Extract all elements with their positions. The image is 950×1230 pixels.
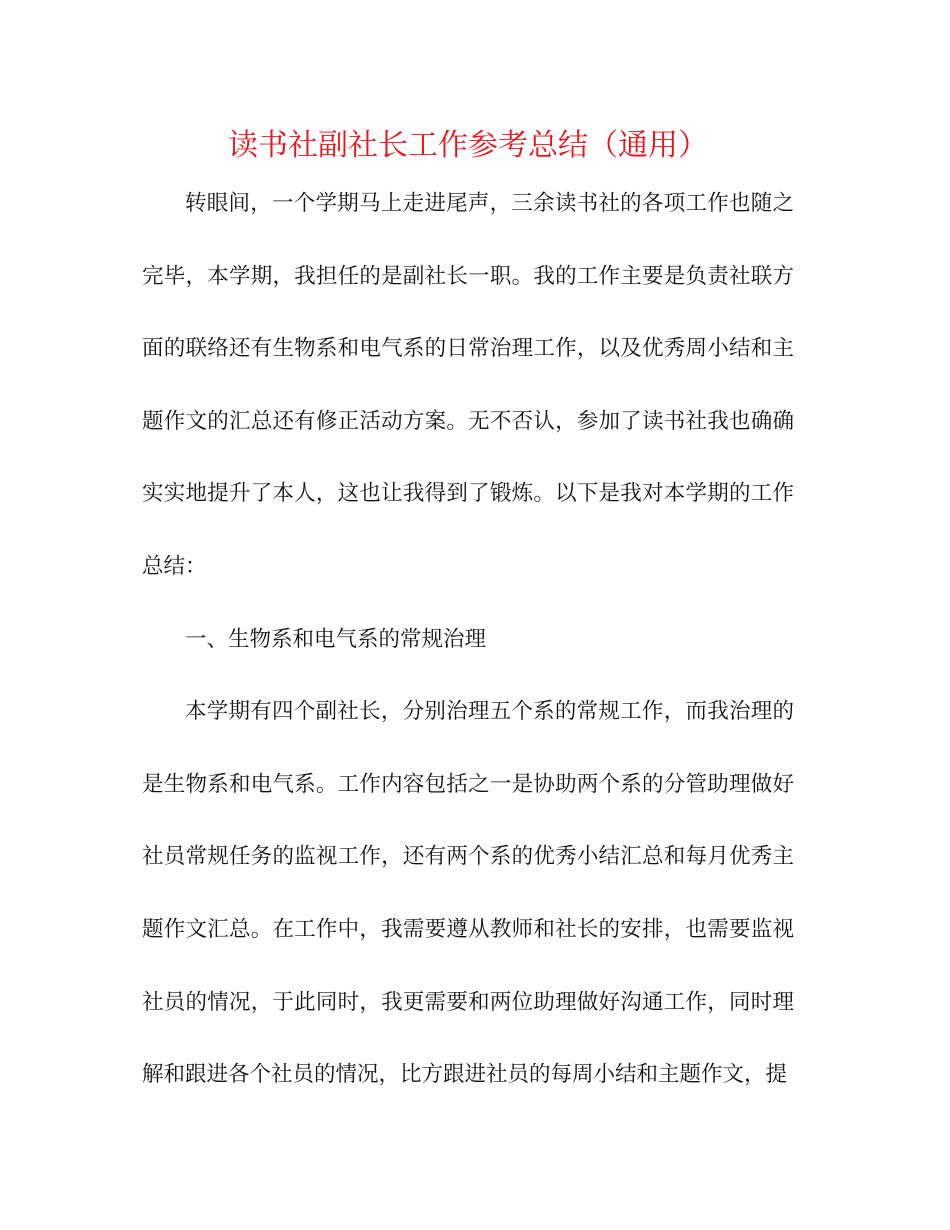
document-body: [142, 123, 794, 1112]
paragraph-intro: 转眼间，一个学期马上走进尾声，三余读书社的各项工作也随之完毕，本学期，我担任的是副社长一职。我的工作主要是负责社联方面的联络还有生物系和电气系的日常治理工作，以及优秀周小结和主题作文的汇总还有修正活动方案。无不否认，参加了读书社我也确确实实地提升了本人，这也让我得到了锻炼。以下是我对本学期的工作总结：: [142, 191, 794, 579]
section-heading-routine-management: 一、生物系和电气系的常规治理: [185, 626, 487, 652]
paragraph-routine-management: 本学期有四个副社长，分别治理五个系的常规工作，而我治理的是生物系和电气系。工作内容包括之一是协助两个系的分管助理做好社员常规任务的监视工作，还有两个系的优秀小结汇总和每月优秀主题作文汇总。在工作中，我需要遵从教师和社长的安排，也需要监视社员的情况，于此同时，我更需要和两位助理做好沟通工作，同时理解和跟进各个社员的情况，比方跟进社员的每周小结和主题作文，提: [142, 699, 794, 1088]
document-title: 读书社副社长工作参考总结（通用）: [228, 128, 708, 163]
